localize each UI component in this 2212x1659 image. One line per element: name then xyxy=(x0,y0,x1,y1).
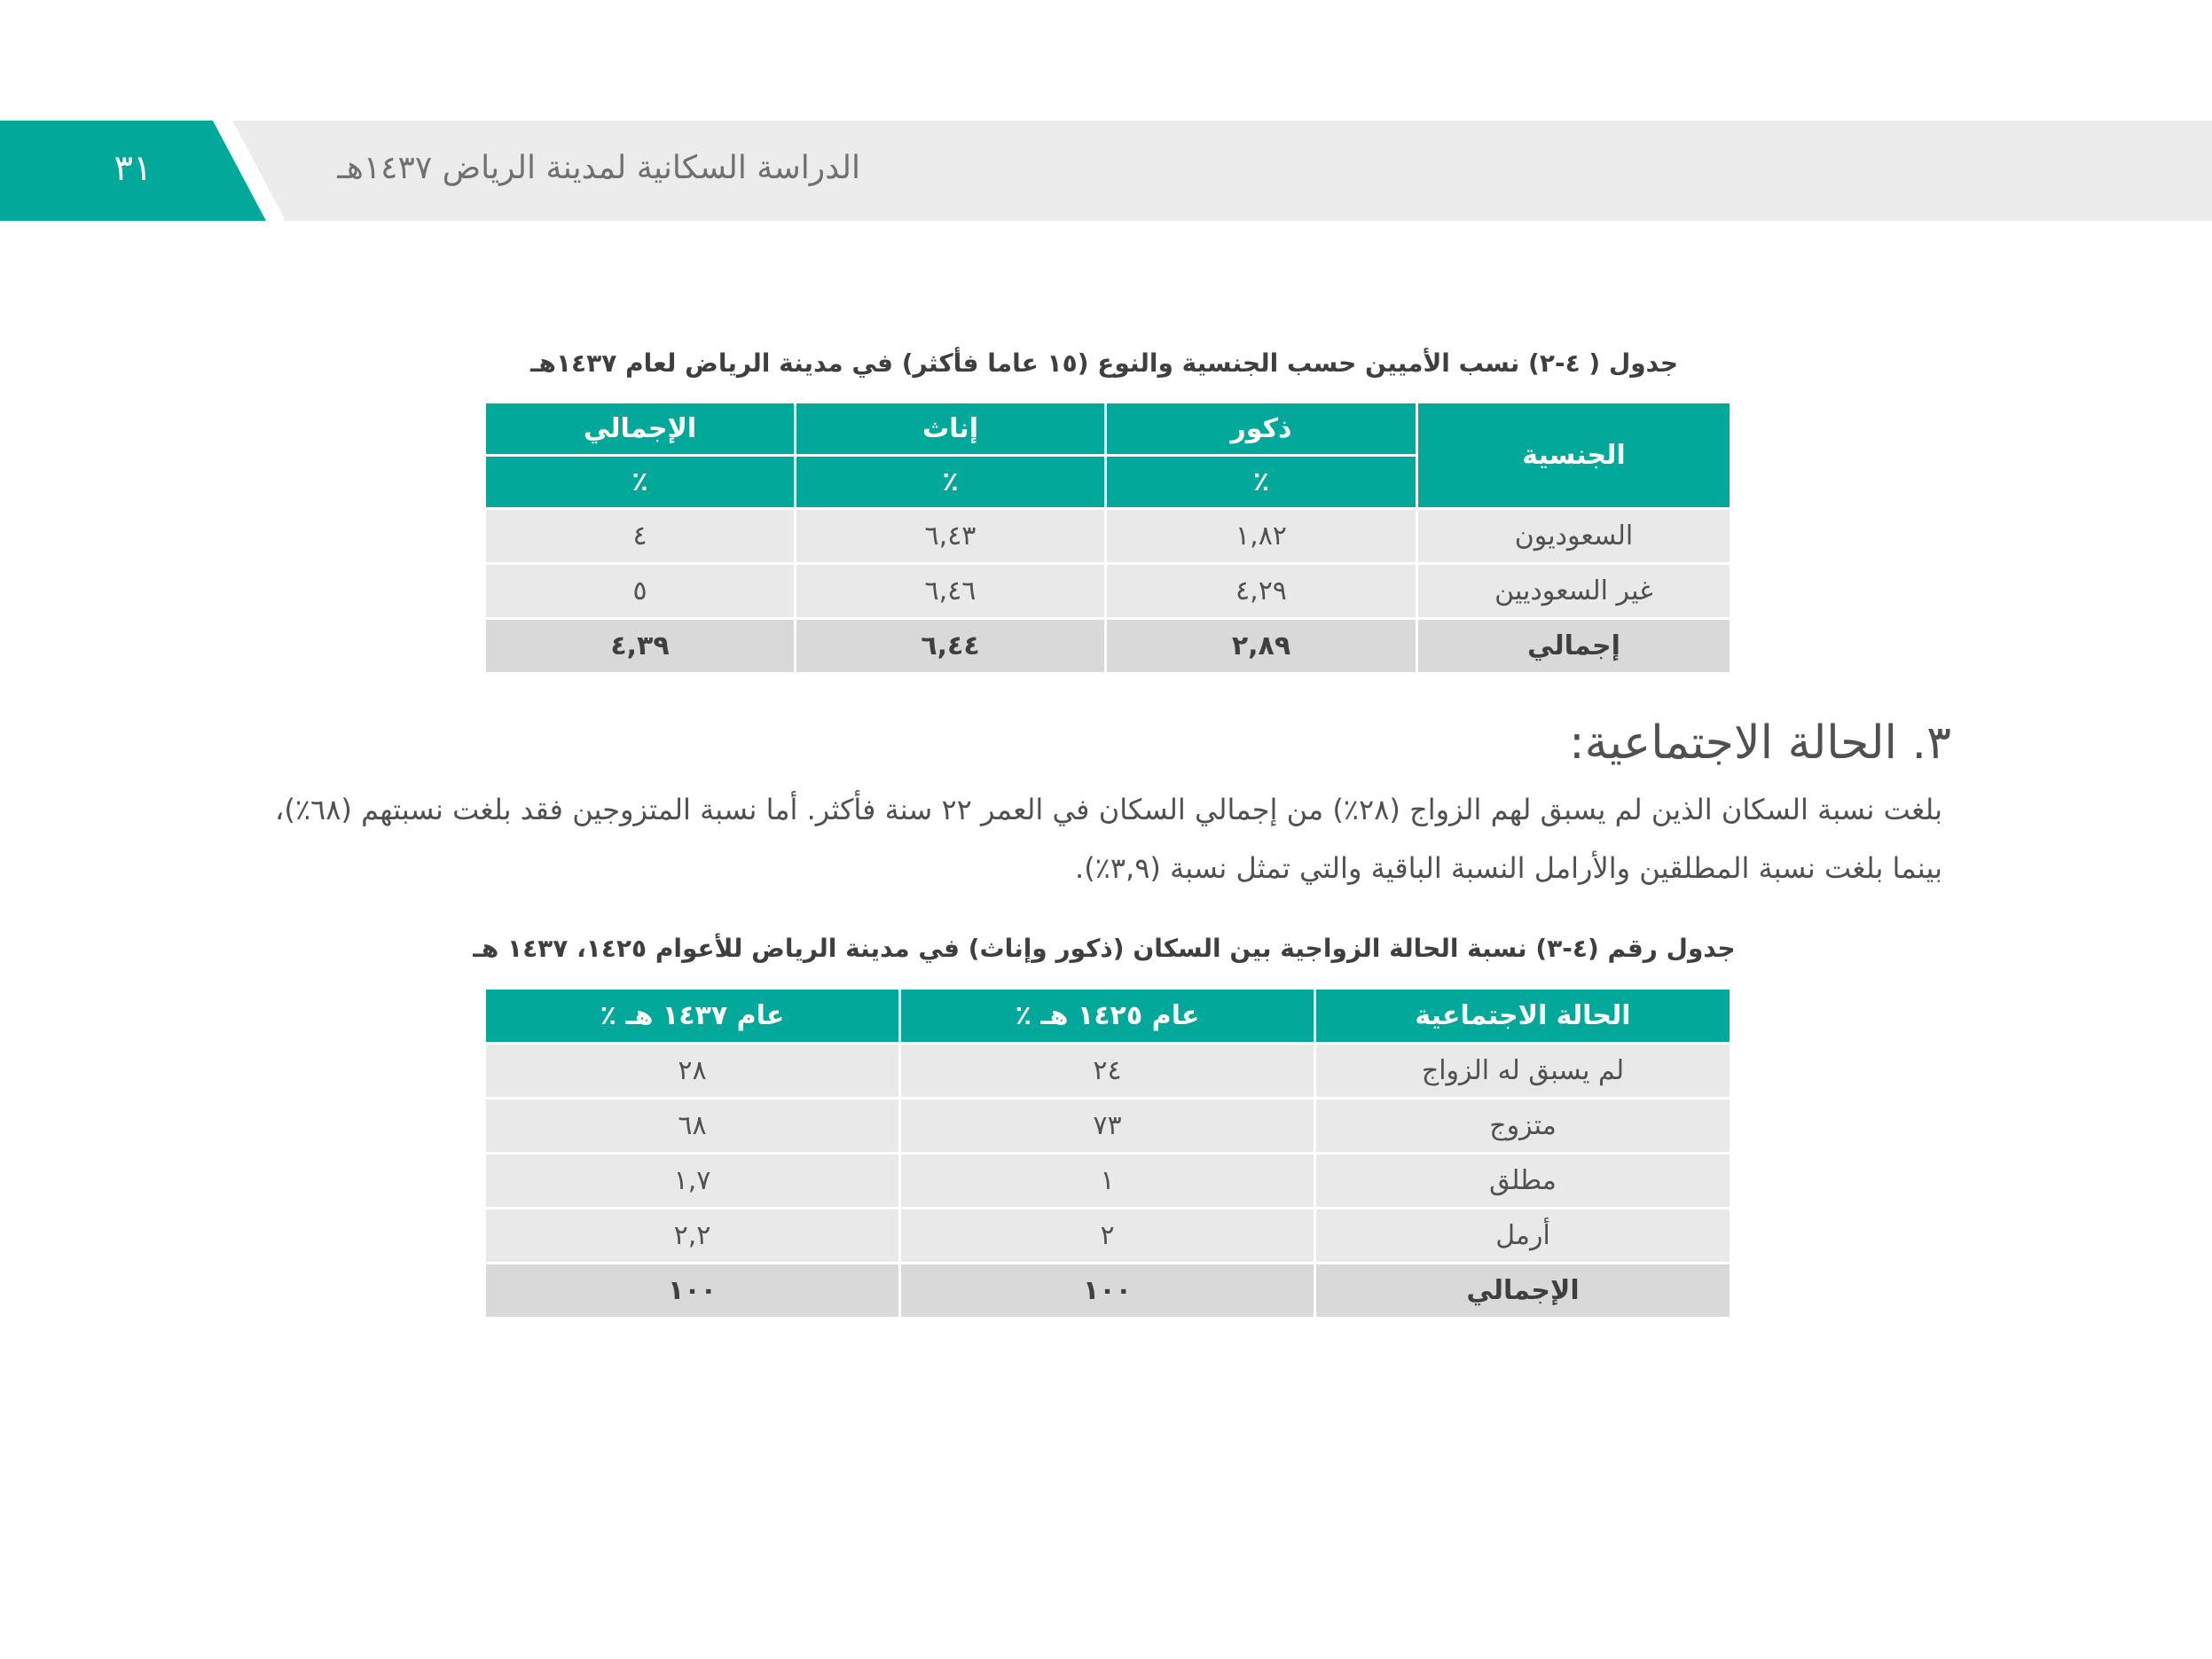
table-total-row xyxy=(485,1264,1731,1319)
cell-total: ٤ xyxy=(485,509,796,564)
cell-males: ٤,٢٩ xyxy=(1106,564,1417,619)
cell-1425: ١٠٠ xyxy=(900,1264,1315,1319)
header-females-percent: ٪ xyxy=(796,456,1106,509)
cell-total: ٤,٣٩ xyxy=(485,619,796,674)
header-1437: عام ١٤٣٧ هـ ٪ xyxy=(485,989,900,1044)
header-males: ذكور xyxy=(1106,403,1417,456)
section-heading: ٣. الحالة الاجتماعية: xyxy=(1569,716,1951,770)
table1-caption: جدول ( ٤-٢) نسب الأميين حسب الجنسية والنوع (١٥ عاما فأكثر) في مدينة الرياض لعام ١٤٣٧هـ xyxy=(529,348,1679,378)
cell-males: ١,٨٢ xyxy=(1106,509,1417,564)
cell-females: ٦,٤٦ xyxy=(796,564,1106,619)
cell-1437: ٢,٢ xyxy=(485,1209,900,1264)
header-status: الحالة الاجتماعية xyxy=(1315,989,1731,1044)
row-label: السعوديون xyxy=(1417,509,1731,564)
row-label: متزوج xyxy=(1315,1099,1731,1154)
document-title: الدراسة السكانية لمدينة الرياض ١٤٣٧هـ xyxy=(337,150,860,186)
table-row xyxy=(485,1154,1731,1209)
section-paragraph: بلغت نسبة السكان الذين لم يسبق لهم الزواج (٢٨٪) من إجمالي السكان في العمر ٢٢ سنة فأكثر. أما نسبة المتزوجين فقد بلغت نسبتهم (٦٨٪)، بينما بلغت نسبة المطلقين والأرامل النسبة الباقية والتي تمثل نسبة (٣,٩٪). xyxy=(275,793,1943,885)
cell-1437: ١٠٠ xyxy=(485,1264,900,1319)
table2-caption: جدول رقم (٤-٣) نسبة الحالة الزواجية بين السكان (ذكور وإناث) في مدينة الرياض للأعوام ١٤٢٥، ١٤٣٧ هـ xyxy=(473,934,1736,963)
cell-1425: ١ xyxy=(900,1154,1315,1209)
table-total-row xyxy=(485,619,1731,674)
cell-1425: ٢ xyxy=(900,1209,1315,1264)
row-label: الإجمالي xyxy=(1315,1264,1731,1319)
table-row xyxy=(485,509,1731,564)
header-females: إناث xyxy=(796,403,1106,456)
marital-status-table xyxy=(483,987,1732,1319)
row-label: غير السعوديين xyxy=(1417,564,1731,619)
table-row xyxy=(485,1209,1731,1264)
table-row xyxy=(485,564,1731,619)
cell-1437: ٢٨ xyxy=(485,1044,900,1099)
row-label: إجمالي xyxy=(1417,619,1731,674)
row-label: لم يسبق له الزواج xyxy=(1315,1044,1731,1099)
cell-females: ٦,٤٤ xyxy=(796,619,1106,674)
header-1425: عام ١٤٢٥ هـ ٪ xyxy=(900,989,1315,1044)
cell-total: ٥ xyxy=(485,564,796,619)
header-males-percent: ٪ xyxy=(1106,456,1417,509)
cell-males: ٢,٨٩ xyxy=(1106,619,1417,674)
row-label: أرمل xyxy=(1315,1209,1731,1264)
illiteracy-table xyxy=(483,401,1732,675)
cell-1425: ٧٣ xyxy=(900,1099,1315,1154)
row-label: مطلق xyxy=(1315,1154,1731,1209)
header-total: الإجمالي xyxy=(485,403,796,456)
header-nationality: الجنسية xyxy=(1417,403,1731,509)
table-row xyxy=(485,1099,1731,1154)
cell-1437: ٦٨ xyxy=(485,1099,900,1154)
table-row xyxy=(485,1044,1731,1099)
cell-1425: ٢٤ xyxy=(900,1044,1315,1099)
cell-1437: ١,٧ xyxy=(485,1154,900,1209)
page-number: ٣١ xyxy=(114,148,153,189)
header-total-percent: ٪ xyxy=(485,456,796,509)
cell-females: ٦,٤٣ xyxy=(796,509,1106,564)
